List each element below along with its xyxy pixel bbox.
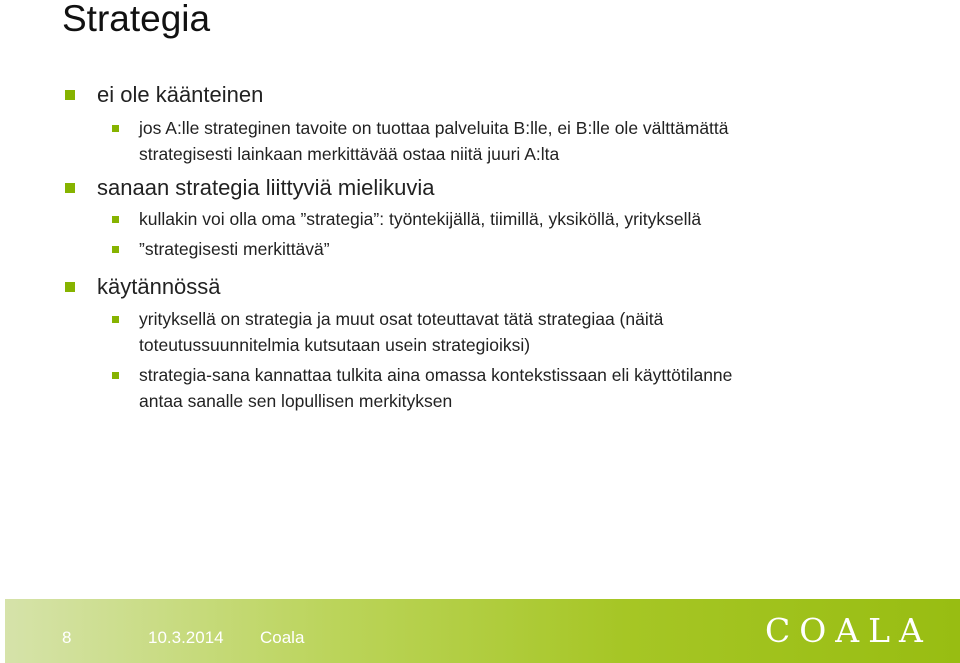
sub-bullet-text: jos A:lle strateginen tavoite on tuottaa palveluita B:lle, ei B:lle ole välttämättä [139,118,729,138]
sub-bullet-square-icon [112,246,119,253]
sub-bullet-text: ”strategisesti merkittävä” [139,239,330,259]
footer-edge [0,599,5,663]
bullet-square-icon [65,90,75,100]
page-number: 8 [62,628,72,647]
coala-logo: COALA [765,611,932,650]
bullet-text: käytännössä [97,274,221,299]
sub-bullet-text: kullakin voi olla oma ”strategia”: työntekijällä, tiimillä, yksiköllä, yrityksellä [139,209,702,229]
bullet-text: sanaan strategia liittyviä mielikuvia [97,175,435,200]
bullet-square-icon [65,282,75,292]
bullet-square-icon [65,183,75,193]
slide-title: Strategia [62,0,211,39]
sub-bullet-text: yrityksellä on strategia ja muut osat toteuttavat tätä strategiaa (näitä [139,309,664,329]
sub-bullet-text-continued: antaa sanalle sen lopullisen merkityksen [139,391,453,411]
bullet-text: ei ole käänteinen [97,82,264,107]
sub-bullet-square-icon [112,372,119,379]
sub-bullet-square-icon [112,216,119,223]
sub-bullet-text: strategia-sana kannattaa tulkita aina omassa kontekstissaan eli käyttötilanne [139,365,733,385]
sub-bullet-square-icon [112,316,119,323]
sub-bullet-square-icon [112,125,119,132]
sub-bullet-text-continued: toteutussuunnitelmia kutsutaan usein strategioiksi) [139,335,531,355]
footer-org: Coala [260,628,305,647]
sub-bullet-text-continued: strategisesti lainkaan merkittävää ostaa niitä juuri A:lta [139,144,560,164]
footer-date: 10.3.2014 [148,628,224,647]
